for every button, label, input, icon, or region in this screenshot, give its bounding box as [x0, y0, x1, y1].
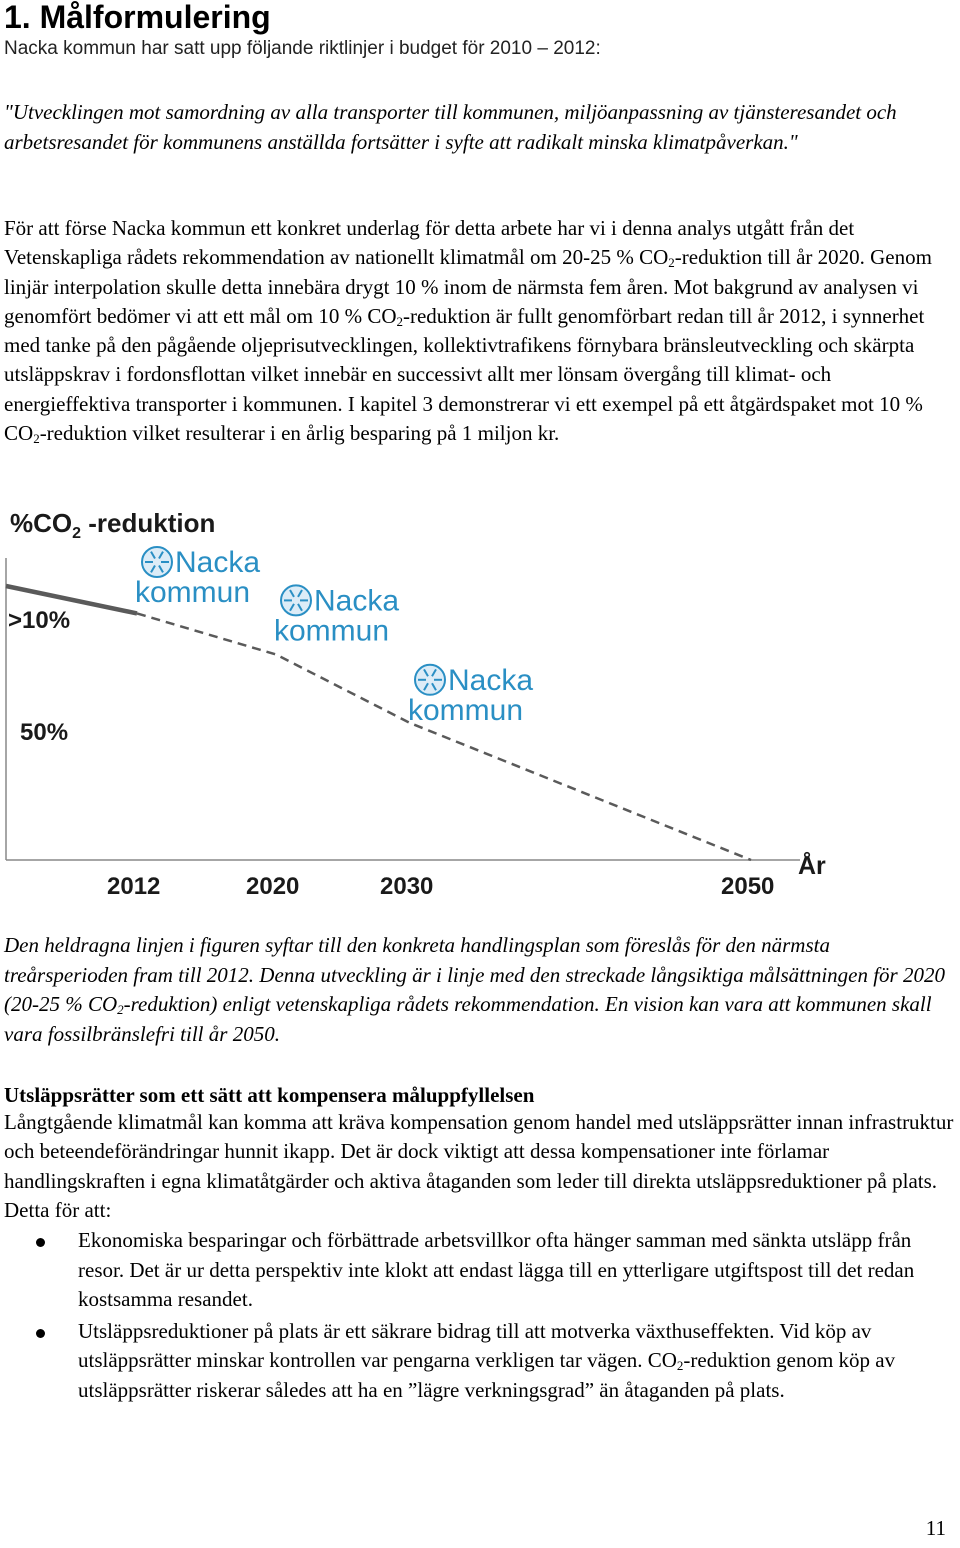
paragraph-text: -reduktion till år 2020. Genom linjär interpolation skulle detta innebära drygt 10 % inom de närmsta fem åren. Mot bakgrund av analysen vi genomfört bedömer vi att ett mål om 10 % CO: [4, 245, 932, 328]
x-tick-label: 2030: [380, 873, 434, 900]
paragraph-compensation: Långtgående klimatmål kan komma att kräva kompensation genom handel med utsläppsrätter innan infrastruktur och beteendeförändringar hunnit ikapp. Det är dock viktigt att dessa kompensationer inte förlamar handlingskraften i egna klimatåtgärder och aktiva åtaganden som leder till direkta utsläppsreduktioner på plats. Detta för att:: [4, 1110, 954, 1222]
caption-text: Den heldragna linjen i figuren syftar till den konkreta handlingsplan som föreslås för den närmsta treårsperioden fram till 2012. Denna utveckling är i linje med den streckade långsiktiga målsättningen för 2020 (20-25 % CO: [4, 933, 945, 1016]
y-tick-label: >10%: [8, 607, 71, 634]
x-tick-label: 2012: [107, 873, 161, 900]
logo-text-line2: kommun: [135, 576, 251, 609]
page-heading: 1. Målformulering: [4, 0, 271, 35]
paragraph-text: -reduktion är fullt genomförbart redan till år 2012, i synnerhet med tanke på den pågående oljeprisutvecklingen, kollektivtrafikens förnybara bränsleutveckling och skärpta utsläppskrav i fordonsflottan vilket innebär en successivt allt mer lönsam övergång till klimat- och energieffektiva transporter i kommunen. I kapitel 3 demonstrerar vi ett exempel på ett åtgärdspaket mot 10 % CO: [4, 303, 925, 446]
list-item: [0, 1226, 958, 1315]
co2-reduction-chart: [0, 500, 960, 910]
x-tick-label: 2020: [246, 873, 300, 900]
paragraph-text: -reduktion vilket resulterar i en årlig besparing på 1 miljon kr.: [39, 421, 560, 446]
subscript: 2: [117, 1002, 124, 1017]
page-number: 11: [925, 1516, 946, 1540]
subscript: 2: [668, 255, 675, 271]
nacka-logo: [135, 546, 260, 609]
paragraph-text: För att förse Nacka kommun ett konkret underlag för detta arbete har vi i denna analys utgått från det Vetenskapliga rådets rekommendation av nationellt klimatmål om 20-25 % CO: [4, 216, 855, 270]
budget-quote: "Utvecklingen mot samordning av alla transporter till kommunen, miljöanpassning av tjänsteresandet och arbetsresandet för kommunens anställda fortsätter i syfte att radikalt minska klimatpåverkan.": [4, 100, 897, 154]
logo-text-line1: Nacka: [448, 663, 534, 697]
logo-text-line1: Nacka: [314, 584, 400, 618]
paragraph-target-analysis: [4, 214, 956, 448]
bullet-icon: [36, 1238, 45, 1247]
intro-text: Nacka kommun har satt upp följande riktlinjer i budget för 2010 – 2012:: [4, 38, 601, 59]
subscript: 2: [396, 313, 403, 329]
caption-text: -reduktion) enligt vetenskapliga rådets rekommendation. En vision kan vara att kommunen skall vara fossilbränslefri till år 2050.: [4, 992, 932, 1046]
nacka-logo: [274, 584, 399, 647]
list-item: [0, 1317, 958, 1406]
section-heading: Utsläppsrätter som ett sätt att kompensera måluppfyllelsen: [4, 1083, 535, 1107]
bullet-text: Ekonomiska besparingar och förbättrade arbetsvillkor ofta hänger samman med sänkta utsläpp från resor. Det är ur detta perspektiv inte klokt att endast lägga till en ytterligare utgiftspost till det redan kostsamma resandet.: [78, 1228, 915, 1311]
chart-caption: [4, 931, 954, 1049]
bullet-text: Utsläppsreduktioner på plats är ett säkrare bidrag till att motverka växthuseffekten. Vid köp av utsläppsrätter minskar kontrollen var pengarna verkligen tar vägen. CO: [78, 1318, 872, 1372]
logo-group: [135, 546, 533, 727]
x-tick-label: 2050: [721, 873, 775, 900]
logo-text-line1: Nacka: [175, 546, 261, 579]
y-axis-title: $\%CO_2$ -reduktion: [10, 508, 216, 542]
logo-text-line2: kommun: [274, 614, 390, 648]
bullet-icon: [36, 1329, 45, 1338]
logo-text-line2: kommun: [408, 693, 524, 727]
x-axis-title: År: [798, 852, 826, 880]
nacka-logo: [408, 664, 533, 727]
bullet-list: [0, 1226, 960, 1405]
subscript: 2: [33, 431, 40, 447]
y-tick-label: 50%: [20, 719, 69, 746]
series-line-dashed: [137, 613, 751, 860]
bullet-text: -reduktion genom köp av utsläppsrätter riskerar således att ha en ”lägre verkningsgrad” än åtaganden på plats.: [78, 1348, 896, 1402]
subscript: 2: [676, 1358, 684, 1373]
